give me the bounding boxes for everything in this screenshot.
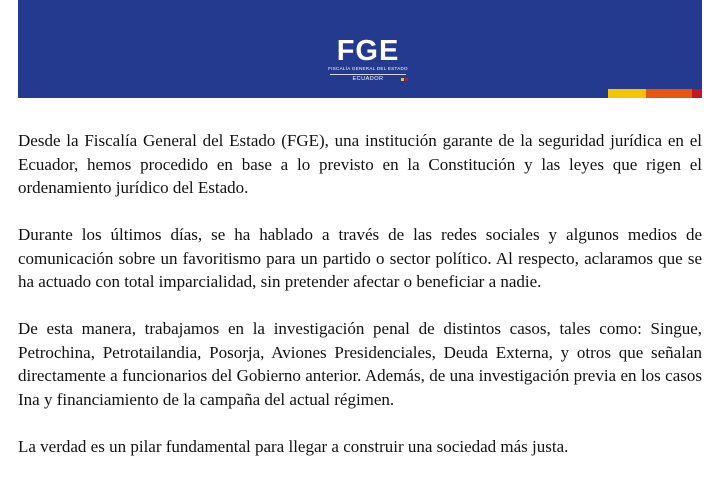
logo-country: ECUADOR <box>352 76 384 82</box>
header-banner <box>18 0 702 98</box>
logo-mark-text: FGE <box>336 35 400 67</box>
logo-divider <box>330 74 406 75</box>
flag-stripe-red <box>692 89 702 98</box>
fge-logo <box>318 37 418 91</box>
logo-subtitle: FISCALÍA GENERAL DEL ESTADO <box>328 66 408 71</box>
paragraph: Durante los últimos días, se ha hablado a través de las redes sociales y algunos medios de comunicación sobre un favoritismo para un partido o sector político. Al respecto, aclaramos que se ha actuado con total imparcialidad, sin pretender afectar o beneficiar a nadie. <box>18 225 702 291</box>
paragraph: Desde la Fiscalía General del Estado (FGE), una institución garante de la seguridad jurídica en el Ecuador, hemos procedido en base a lo previsto en la Constitución y las leyes que rigen el ordenamiento jurídico del Estado. <box>18 131 702 197</box>
flag-stripe-yellow <box>608 89 646 98</box>
logo-color-dots-icon <box>400 58 408 61</box>
paragraph: De esta manera, trabajamos en la investigación penal de distintos casos, tales como: Singue, Petrochina, Petrotailandia, Posorja, Aviones Presidenciales, Deuda Externa, y otros que señalan directamente a funcionarios del Gobierno anterior. Además, de una investigación previa en los casos Ina y financiamiento de la campaña del actual régimen. <box>18 319 702 409</box>
paragraph: La verdad es un pilar fundamental para llegar a construir una sociedad más justa. <box>18 436 569 456</box>
statement-body <box>18 129 702 458</box>
logo-mark <box>337 37 400 65</box>
